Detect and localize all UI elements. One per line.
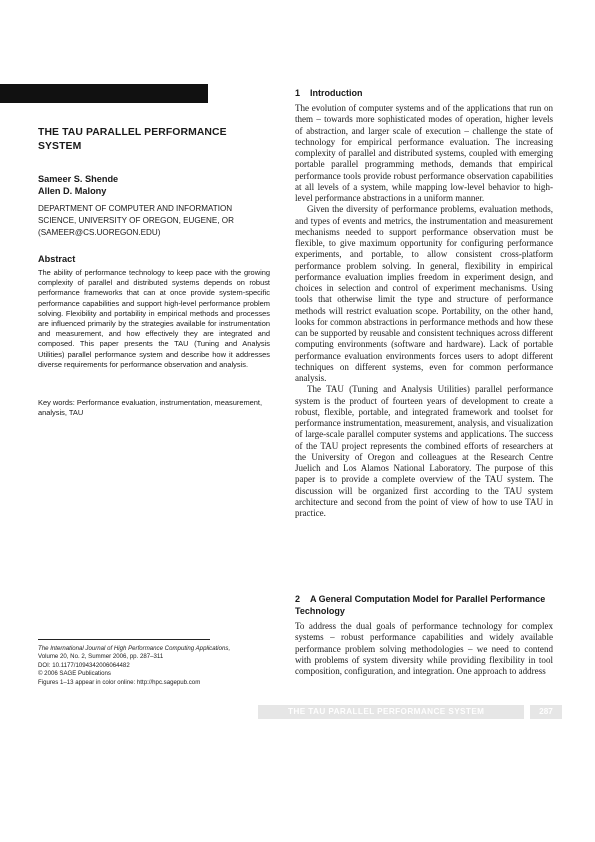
- page-number: 287: [539, 707, 553, 716]
- author-name: Allen D. Malony: [38, 186, 107, 196]
- header-black-bar: [0, 84, 208, 103]
- body-paragraph: Given the diversity of performance problems, evaluation methods, and types of events and metrics, the instrumentation and measurement mechanisms needed to support performance observation must be flexible, to give maximum opportunity for configuring performance experiments, and portable, to allow consistent cross-platform performance problem solving. In general, flexibility in empirical performance evaluation implies freedom in experiment design, and choices in selection and control of experiment mechanisms. Using tools that otherwise limit the type and structure of performance methods will restrict evaluation scope. Portability, on the other hand, looks for common abstractions in performance methods and how these can be supported by reusable and consistent techniques across different computing environments (software and hardware). Lack of portable performance evaluation environments forces users to adopt different techniques on different systems, even for common performance analysis.: [295, 204, 553, 383]
- section-title: A General Computation Model for Parallel Performance Technology: [295, 594, 546, 616]
- figures-note: Figures 1–13 appear in color online: http://hpc.sagepub.com: [38, 678, 201, 686]
- section-1-body: [295, 103, 553, 519]
- author-affiliation: DEPARTMENT OF COMPUTER AND INFORMATION SCIENCE, UNIVERSITY OF OREGON, EUGENE, OR (SAMEER@CS.UOREGON.EDU): [38, 204, 234, 237]
- running-header-title: THE TAU PARALLEL PERFORMANCE SYSTEM: [288, 707, 485, 716]
- section-title: Introduction: [310, 88, 363, 98]
- section-number: 2: [295, 594, 301, 604]
- section-2-body: To address the dual goals of performance technology for complex systems – robust performance capabilities and widely available performance problem solving methodologies – we need to contend with problems of system diversity while providing flexibility in tool composition, configuration, and integration. One approach to address: [295, 621, 553, 676]
- section-1-heading: [295, 88, 553, 98]
- section-number: 1: [295, 88, 301, 98]
- journal-footnote: [38, 645, 278, 687]
- journal-doi: DOI: 10.1177/1094342006064482: [38, 661, 130, 669]
- footnote-rule: [38, 639, 210, 640]
- body-paragraph: The evolution of computer systems and of the applications that run on them – towards more sophisticated modes of operation, higher levels of abstraction, and larger scale of execution – challenge the state of technology for empirical performance evaluation. The increasing complexity of parallel and distributed systems, coupled with emerging portable parallel programming methods, demands that empirical performance tools provide robust performance observation capabilities at all levels of a system, while mapping low-level behavior to high-level performance abstractions in a uniform manner.: [295, 103, 553, 203]
- abstract-heading: Abstract: [38, 254, 76, 264]
- abstract-text: The ability of performance technology to keep pace with the growing complexity of parallel and distributed systems depends on robust performance frameworks that can at once provide system-specific performance capabilities and support high-level performance problem solving. Flexibility and portability in empirical methods and processes are influenced primarily by the strategies available for instrumentation and measurement, and how effectively they are integrated and composed. This paper presents the TAU (Tuning and Analysis Utilities) parallel performance system and describe how it addresses diverse requirements for performance observation and analysis.: [38, 268, 270, 369]
- journal-volume: Volume 20, No. 2, Summer 2006, pp. 287–311: [38, 653, 164, 661]
- author-list: [38, 173, 118, 197]
- journal-copyright: © 2006 SAGE Publications: [38, 670, 111, 678]
- journal-name: The International Journal of High Performance Computing Applications,: [38, 645, 231, 652]
- body-paragraph: The TAU (Tuning and Analysis Utilities) parallel performance system is the product of fourteen years of development to create a robust, flexible, portable, and integrated framework and toolset for performance instrumentation, measurement, analysis, and visualization of large-scale parallel computer systems and applications. The success of the TAU project represents the combined efforts of researchers at the University of Oregon and colleagues at the Research Centre Juelich and Los Alamos National Laboratory. The purpose of this paper is to provide a complete overview of the TAU system. The discussion will be organized first according to the TAU system architecture and second from the point of view of how to use TAU in practice.: [295, 384, 553, 518]
- section-2-heading: [295, 593, 553, 617]
- author-name: Sameer S. Shende: [38, 174, 119, 184]
- keywords: Key words: Performance evaluation, instrumentation, measurement, analysis, TAU: [38, 398, 263, 418]
- paper-title: THE TAU PARALLEL PERFORMANCE SYSTEM: [38, 127, 227, 152]
